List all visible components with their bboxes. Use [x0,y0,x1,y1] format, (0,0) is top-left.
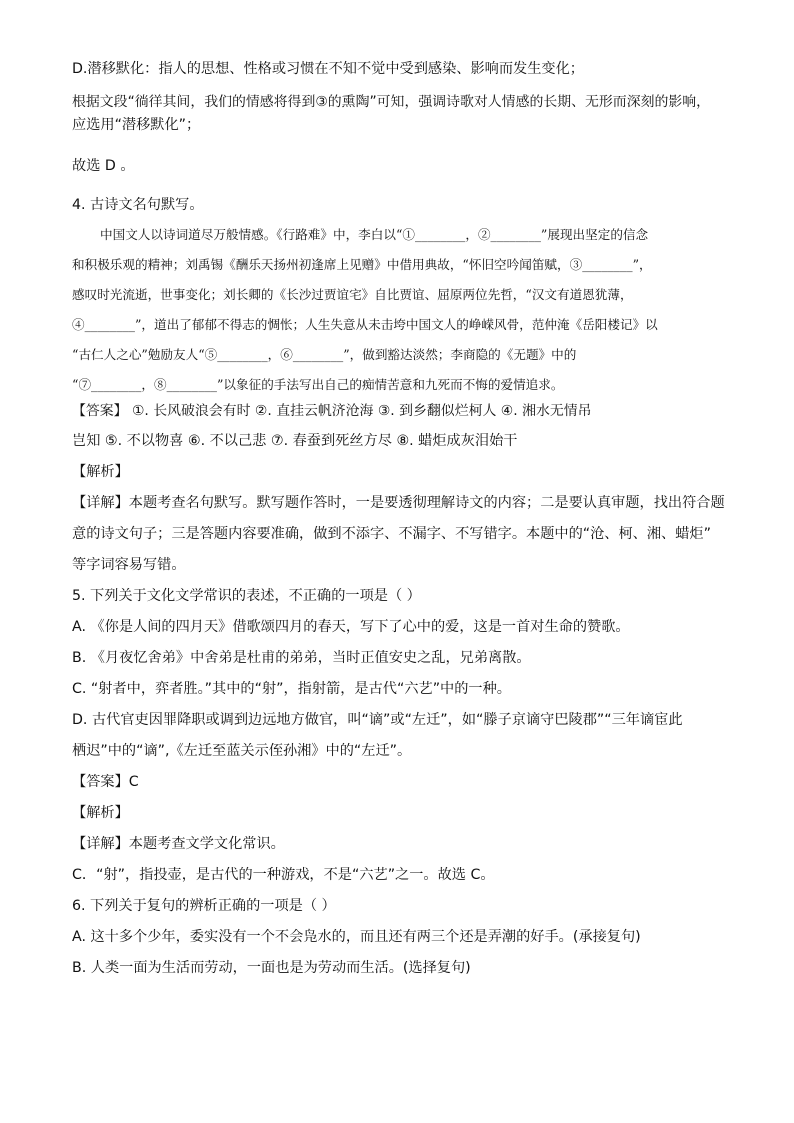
option-a: A. 这十多个少年，委实没有一个不会凫水的，而且还有两三个还是弄潮的好手。(承接复句) [72,929,641,945]
document-page [72,58,732,988]
passage-line: 中国文人以诗词道尽万般情感。《行路难》中，李白以“①________，②________”展现出坚定的信念 [100,227,649,242]
question-6-title: 6. 下列关于复句的辨析正确的一项是（ ） [72,898,336,914]
detail-line: 等字词容易写错。 [72,557,186,573]
passage-line: “⑦________，⑧________”以象征的手法写出自己的痴情苦意和九死而不悔的爱情追求。 [72,377,564,392]
explanation-line: 应选用“潜移默化”； [72,117,201,133]
option-b: B. 《月夜忆舍弟》中舍弟是杜甫的弟弟，当时正值安史之乱，兄弟离散。 [72,650,531,666]
option-d: D. 古代官吏因罪降职或调到边远地方做官，叫“谪”或“左迁”，如“滕子京谪守巴陵郡”“三年谪宦此 [72,712,683,728]
answer-line: 【答案】 ①. 长风破浪会有时 ②. 直挂云帆济沧海 ③. 到乡翻似烂柯人 ④. 湘水无情吊 [72,403,592,419]
option-d-cont: 栖迟”中的“谪”,《左迁至蓝关示侄孙湘》中的“左迁”。 [72,743,412,759]
option-a: A. 《你是人间的四月天》借歌颂四月的春天，写下了心中的爱，这是一首对生命的赞歌。 [72,619,630,635]
passage-line: “古仁人之心”勉励友人“⑤________，⑥________”，做到豁达淡然；李商隐的《无题》中的 [72,347,577,362]
detail-line: 意的诗文句子；三是答题内容要准确，做到不添字、不漏字、不写错字。本题中的“沧、柯、湘、蜡炬” [72,526,711,542]
question-5-title: 5. 下列关于文化文学常识的表述，不正确的一项是（ ） [72,588,421,604]
conclusion-line: 故选 D 。 [72,158,135,174]
passage-line: 和积极乐观的精神；刘禹锡《酬乐天扬州初逢席上见赠》中借用典故，“怀旧空吟闻笛赋，③________”， [72,257,652,272]
question-4-title: 4. 古诗文名句默写。 [72,197,204,213]
passage-line: ④________”，道出了郁郁不得志的惆怅；人生失意从未击垮中国文人的峥嵘风骨，范仲淹《岳阳楼记》以 [72,317,658,332]
answer-line: 岂知 ⑤. 不以物喜 ⑥. 不以己悲 ⑦. 春蚕到死丝方尽 ⑧. 蜡炬成灰泪始干 [72,433,518,449]
detail-line: 【详解】本题考查文学文化常识。 [72,836,285,852]
explanation-line: 根据文段“徜徉其间，我们的情感将得到③的熏陶”可知，强调诗歌对人情感的长期、无形而深刻的影响， [72,94,711,110]
explanation-line: D.潜移默化：指人的思想、性格或习惯在不知不觉中受到感染、影响而发生变化； [72,61,584,77]
passage-line: 感叹时光流逝，世事变化；刘长卿的《长沙过贾谊宅》自比贾谊、屈原两位先哲，“汉文有道恩犹薄， [72,287,633,302]
option-b: B. 人类一面为生活而劳动，一面也是为劳动而生活。(选择复句) [72,960,471,976]
question-4-passage [72,223,732,396]
answer-line: 【答案】C [72,774,139,790]
option-c: C. “射者中，弈者胜。”其中的“射”，指射箭，是古代“六艺”中的一种。 [72,681,511,697]
analysis-heading: 【解析】 [72,464,129,480]
detail-line: 【详解】本题考查名句默写。默写题作答时，一是要透彻理解诗文的内容；二是要认真审题，找出符合题 [72,495,725,511]
detail-line: C．“射”，指投壶，是古代的一种游戏，不是“六艺”之一。故选 C。 [72,867,495,883]
analysis-heading: 【解析】 [72,805,129,821]
